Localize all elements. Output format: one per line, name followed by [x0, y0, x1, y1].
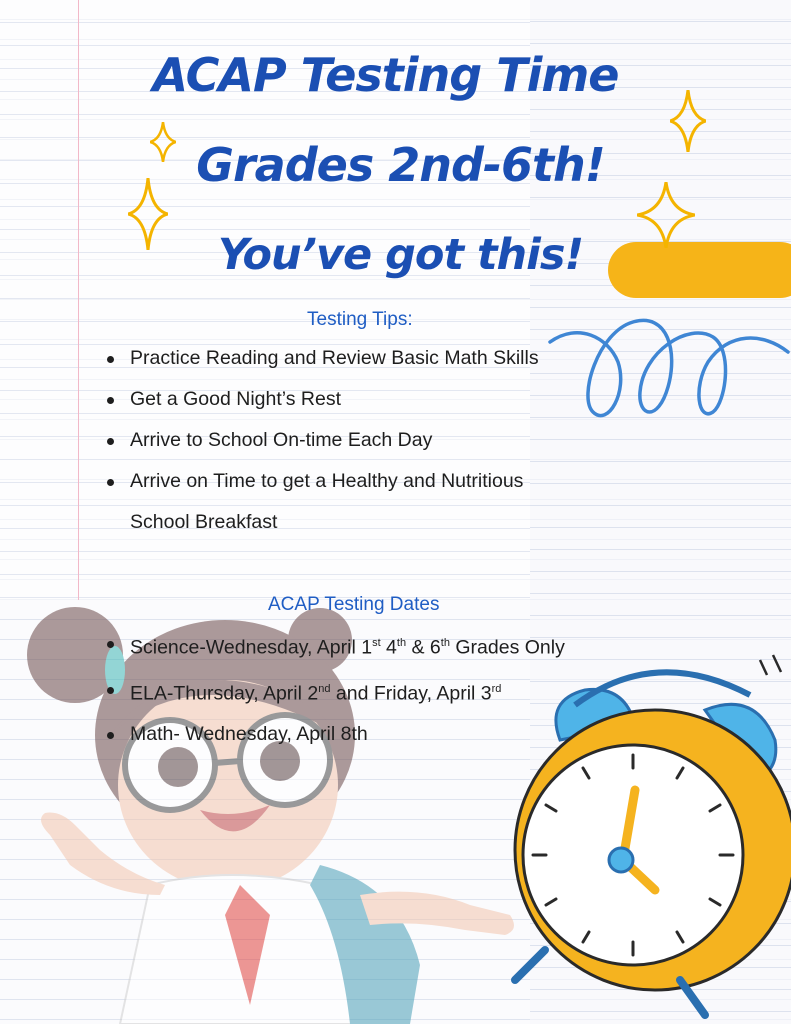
testing-tips-list	[100, 338, 539, 543]
science-grade-6: & 6	[406, 636, 441, 659]
math-date-item: Math- Wednesday, April 8th	[100, 714, 565, 755]
ela-sup-rd: rd	[491, 682, 502, 695]
testing-dates-list	[100, 623, 565, 755]
title-line-1: ACAP Testing Time	[152, 48, 619, 102]
list-item: Get a Good Night’s Rest	[100, 379, 539, 420]
testing-tips-heading: Testing Tips:	[307, 309, 413, 330]
science-date-item	[100, 623, 565, 669]
science-sup-th-1: th	[396, 637, 407, 649]
science-sup-st: st	[372, 637, 381, 649]
testing-dates-heading: ACAP Testing Dates	[268, 594, 440, 615]
list-item: Practice Reading and Review Basic Math Skills	[100, 338, 539, 379]
list-item-continuation: School Breakfast	[130, 511, 278, 533]
ela-friday: and Friday, April 3	[330, 682, 492, 704]
science-end: Grades Only	[449, 636, 565, 659]
science-sup-th-2: th	[440, 637, 450, 649]
list-item: Arrive on Time to get a Healthy and Nutritious	[100, 461, 539, 502]
ela-date-item	[100, 669, 565, 715]
science-text: Science-Wednesday, April 1	[130, 636, 373, 659]
ela-sup-nd: nd	[318, 682, 331, 695]
blue-scribble-icon	[548, 292, 791, 432]
title-line-3: You’ve got this!	[217, 230, 584, 280]
ela-text: ELA-Thursday, April 2	[130, 682, 319, 704]
title-line-2: Grades 2nd-6th!	[196, 138, 605, 192]
science-grade-4: 4	[380, 636, 397, 659]
list-item: Arrive to School On-time Each Day	[100, 420, 539, 461]
